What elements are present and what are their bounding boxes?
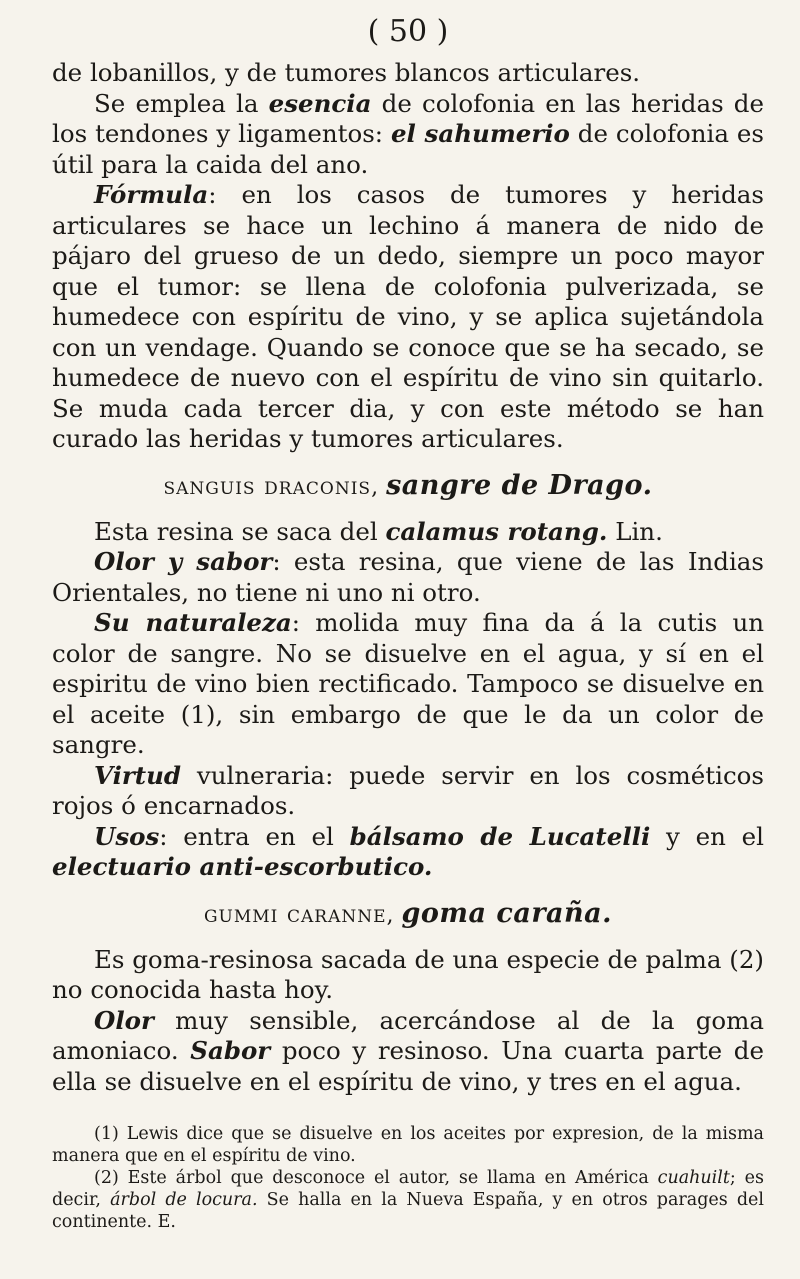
term-usos: Usos (94, 821, 160, 851)
term-esencia: esencia (268, 88, 372, 118)
term-olor: Olor (94, 1005, 154, 1035)
text: vulneraria: puede servir en los cosméticos rojos ó encarnados. (52, 760, 764, 820)
text: (2) Este árbol que desconoce el autor, se llama en América (94, 1168, 658, 1188)
paragraph-goma-origin: Es goma-resinosa sacada de una especie de palma (2) no conocida hasta hoy. (52, 944, 764, 1004)
term-calamus: calamus rotang. (385, 516, 608, 546)
paragraph-olor-sabor (52, 547, 764, 608)
book-page (52, 12, 764, 1233)
text: : esta resina, que viene de las Indias Orientales, no tiene ni uno ni otro. (52, 547, 764, 607)
heading-sep: , (371, 474, 387, 500)
term-electuario: electuario anti-escorbutico. (52, 852, 433, 881)
heading-spanish: sangre de Drago. (386, 469, 653, 501)
heading-spanish: goma caraña. (401, 897, 613, 929)
term-cuahuilt: cuahuilt (657, 1168, 730, 1188)
heading-latin: sanguis draconis (163, 471, 372, 500)
text: y en el (650, 821, 764, 851)
paragraph-naturaleza (52, 608, 764, 761)
text: : molida muy fina da á la cutis un color de sangre. No se disuelve en el agua, y sí en el espiritu de vino bien rectificado. Tampoco se disuelve en el aceite (1), sin embargo de que le da un color de sangre. (52, 608, 764, 759)
text: de colofonia en las heridas de los tendones y ligamentos: (52, 88, 764, 148)
page-number: ( 50 ) (367, 14, 449, 49)
heading-sep: , (386, 902, 402, 928)
text: : en los casos de tumores y heridas articulares se hace un lechino á manera de nido de pájaro del grueso de un dedo, siempre un poco mayor que el tumor: se llena de colofonia pulverizada, se humedece con espíritu de vino, y se aplica sujetándola con un vendage. Quando se conoce que se ha secado, se humedece de nuevo con el espíritu de vino sin quitarlo. Se muda cada tercer dia, y con este método se han curado las heridas y tumores articulares. (52, 180, 764, 453)
paragraph-continuation: de lobanillos, y de tumores blancos articulares. (52, 58, 641, 87)
text: Se halla en la Nueva España, y en otros parages del continente. E. (52, 1190, 764, 1232)
section-heading-sanguis-draconis (52, 471, 764, 503)
heading-latin: gummi caranne (203, 899, 387, 928)
term-virtud: Virtud (94, 760, 182, 790)
paragraph-uses-colophony (52, 89, 764, 181)
term-sabor: Sabor (190, 1036, 271, 1065)
term-olor-sabor: Olor y sabor (94, 547, 273, 576)
term-formula: Fórmula (94, 180, 209, 209)
paragraph-goma-olor (52, 1006, 764, 1098)
term-arbol-locura: árbol de locura. (110, 1190, 258, 1210)
paragraph-formula (52, 180, 764, 455)
paragraph-origin (52, 517, 764, 548)
text: : entra en el (159, 821, 350, 851)
text: ; es decir, (52, 1168, 764, 1210)
section-heading-gummi-caranne (52, 899, 764, 931)
text: de colofonia es útil para la caida del ano. (52, 119, 764, 179)
term-sahumerio: el sahumerio (390, 119, 570, 148)
text: Se emplea la (94, 88, 269, 118)
term-naturaleza: Su naturaleza (94, 608, 292, 637)
text: Lin. (607, 516, 663, 546)
footnote-2 (52, 1167, 764, 1233)
paragraph-usos (52, 822, 764, 883)
footnotes (52, 1123, 764, 1233)
footnote-1: (1) Lewis dice que se disuelve en los aceites por expresion, de la misma manera que en el espíritu de vino. (52, 1124, 764, 1166)
text: Esta resina se saca del (94, 516, 386, 546)
text: muy sensible, acercándose al de la goma amoniaco. (52, 1005, 764, 1065)
term-balsamo: bálsamo de Lucatelli (349, 821, 651, 851)
text: poco y resinoso. Una cuarta parte de ella se disuelve en el espíritu de vino, y tres en el agua. (52, 1036, 764, 1096)
paragraph-virtud (52, 761, 764, 822)
